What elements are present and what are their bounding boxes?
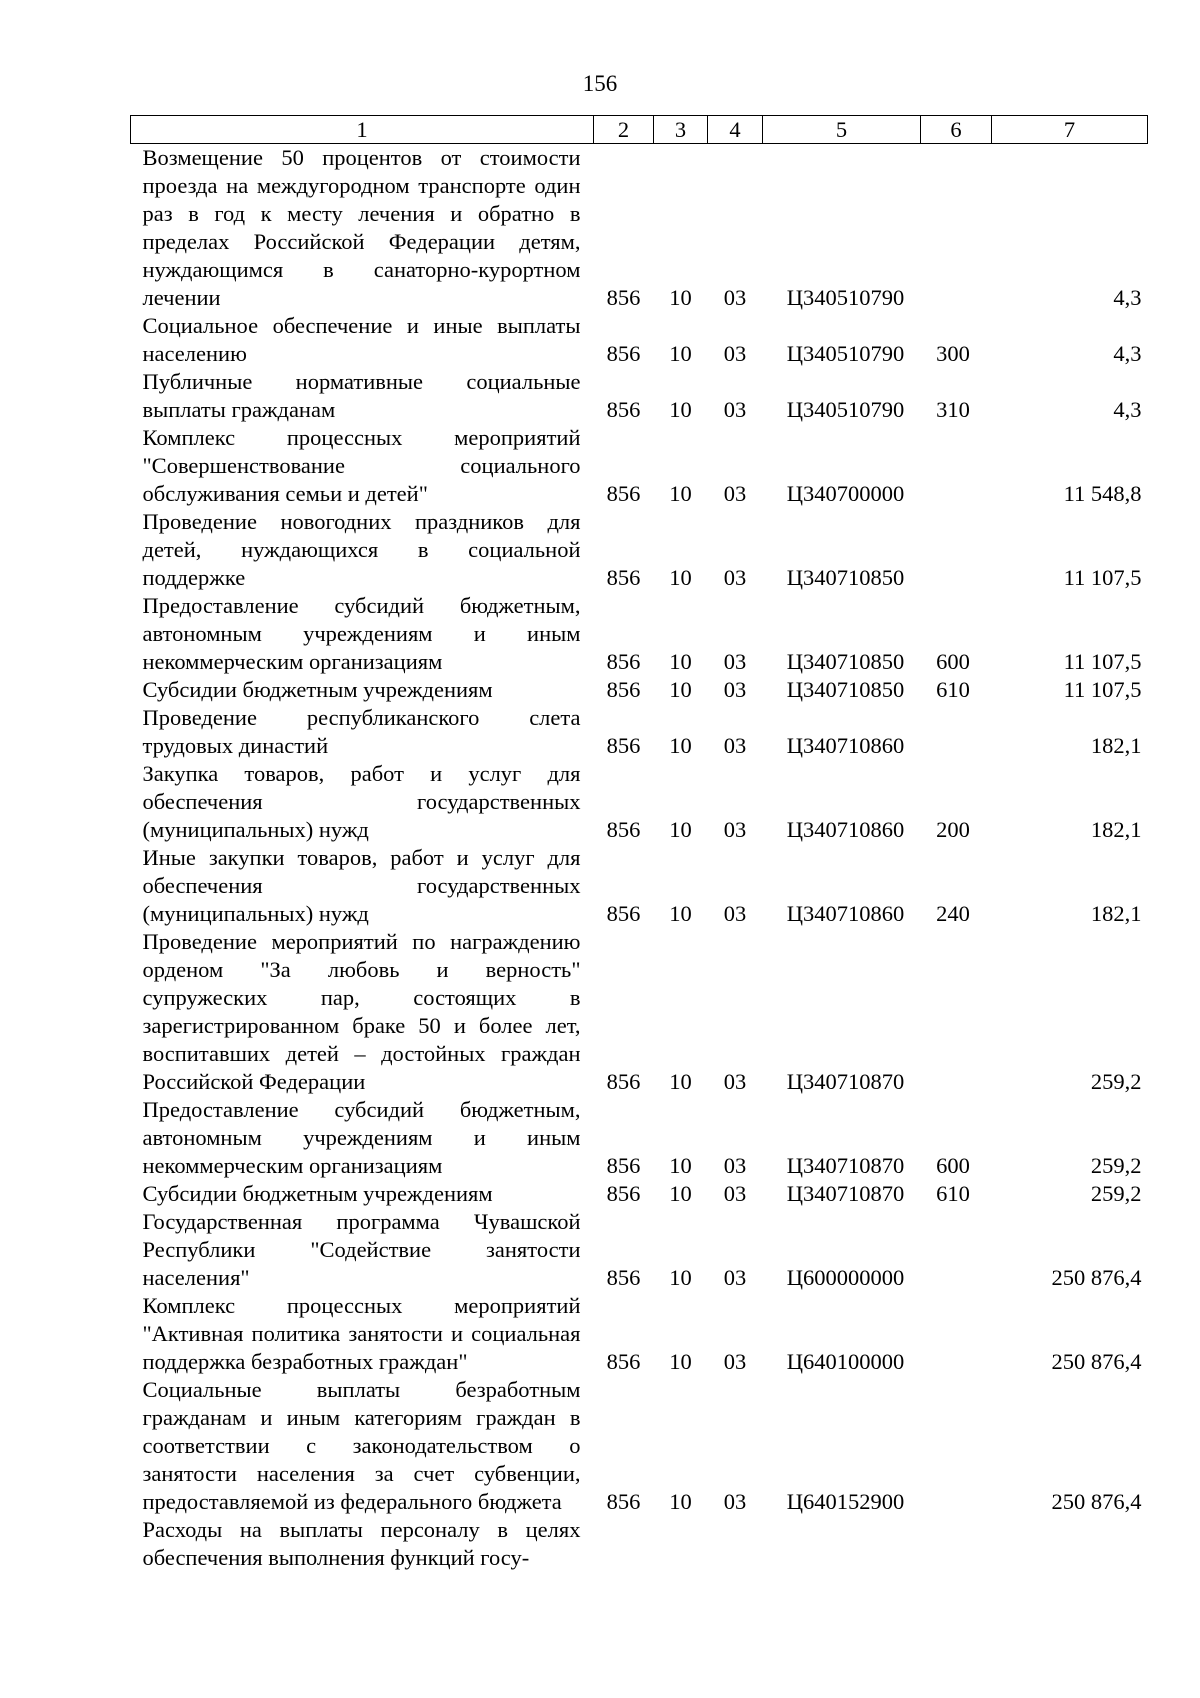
row-name: Возмещение 50 процентов от стоимости проезда на междугородном транспорте один раз в год к месту лечения и обратно в пределах Российской Федерации детям, нуждающимся в санаторно-курортном лечении <box>142 145 581 310</box>
table-row <box>131 1208 1148 1292</box>
row-amount: 4,3 <box>1113 285 1142 310</box>
row-expense-type-code <box>921 424 992 508</box>
table-body <box>131 144 1148 1573</box>
row-amount: 259,2 <box>1090 1069 1142 1094</box>
row-amount: 182,1 <box>1090 901 1142 926</box>
row-grbs-code: 856 <box>606 1069 641 1094</box>
table-row <box>131 508 1148 592</box>
table-row <box>131 1096 1148 1180</box>
row-name: Иные закупки товаров, работ и услуг для обеспечения государственных (муниципальных) нужд <box>142 845 581 926</box>
page-number: 156 <box>582 71 618 96</box>
row-grbs-code: 856 <box>606 1181 641 1206</box>
table-row <box>131 704 1148 760</box>
header-col-6: 6 <box>921 116 992 144</box>
row-name: Предоставление субсидий бюджетным, автономным учреждениям и иным некоммерческим организациям <box>142 593 581 674</box>
table-row <box>131 676 1148 704</box>
row-subsection-code: 03 <box>723 285 747 310</box>
row-grbs-code: 856 <box>606 817 641 842</box>
row-expense-type-code: 610 <box>936 1181 970 1206</box>
row-expense-type-code <box>921 1292 992 1376</box>
table-row <box>131 928 1148 1096</box>
row-subsection-code: 03 <box>723 901 747 926</box>
row-section-code: 10 <box>669 1181 692 1206</box>
row-expense-type-code: 300 <box>936 341 970 366</box>
row-amount: 182,1 <box>1090 733 1142 758</box>
row-section-code: 10 <box>669 1069 692 1094</box>
row-name: Комплекс процессных мероприятий "Активная политика занятости и социальная поддержка безработных граждан" <box>142 1293 581 1374</box>
row-expense-type-code <box>921 1208 992 1292</box>
row-target-article-code: Ц340510790 <box>786 341 905 366</box>
row-target-article-code: Ц340510790 <box>786 397 905 422</box>
table-row <box>131 844 1148 928</box>
row-target-article-code: Ц340710870 <box>786 1153 905 1178</box>
row-name: Публичные нормативные социальные выплаты гражданам <box>142 369 581 422</box>
row-grbs-code: 856 <box>606 1265 641 1290</box>
row-expense-type-code: 610 <box>936 677 970 702</box>
row-amount: 11 548,8 <box>1063 481 1142 506</box>
row-section-code: 10 <box>669 677 692 702</box>
row-target-article-code: Ц340710870 <box>786 1069 905 1094</box>
row-target-article-code: Ц340510790 <box>786 285 905 310</box>
header-col-1: 1 <box>131 116 594 144</box>
row-section-code: 10 <box>669 649 692 674</box>
row-amount <box>992 1516 1148 1572</box>
row-subsection-code: 03 <box>723 649 747 674</box>
row-subsection-code: 03 <box>723 1181 747 1206</box>
table-header <box>131 116 1148 144</box>
row-expense-type-code <box>921 928 992 1096</box>
header-col-5: 5 <box>763 116 921 144</box>
row-name: Проведение новогодних праздников для детей, нуждающихся в социальной поддержке <box>142 509 581 590</box>
row-grbs-code: 856 <box>606 341 641 366</box>
table-row <box>131 1292 1148 1376</box>
row-expense-type-code <box>921 704 992 760</box>
row-grbs-code: 856 <box>606 1489 641 1514</box>
row-subsection-code: 03 <box>723 1265 747 1290</box>
row-amount: 259,2 <box>1090 1153 1142 1178</box>
row-name: Закупка товаров, работ и услуг для обеспечения государственных (муниципальных) нужд <box>142 761 581 842</box>
row-subsection-code: 03 <box>723 397 747 422</box>
row-subsection-code: 03 <box>723 565 747 590</box>
row-section-code: 10 <box>669 1265 692 1290</box>
header-row <box>131 116 1148 144</box>
table-row <box>131 424 1148 508</box>
row-target-article-code <box>763 1516 921 1572</box>
row-target-article-code: Ц600000000 <box>786 1265 905 1290</box>
header-col-3: 3 <box>654 116 708 144</box>
row-amount: 182,1 <box>1090 817 1142 842</box>
row-target-article-code: Ц340710850 <box>786 677 905 702</box>
row-expense-type-code: 200 <box>936 817 970 842</box>
row-target-article-code: Ц340710850 <box>786 565 905 590</box>
row-subsection-code: 03 <box>723 817 747 842</box>
budget-table <box>130 115 1148 1572</box>
row-target-article-code: Ц340710860 <box>786 901 905 926</box>
row-name: Расходы на выплаты персоналу в целях обеспечения выполнения функций госу- <box>142 1517 581 1570</box>
row-amount: 11 107,5 <box>1063 565 1142 590</box>
row-name: Проведение мероприятий по награждению орденом "За любовь и верность" супружеских пар, состоящих в зарегистрированном браке 50 и более лет, воспитавших детей – достойных граждан Российской Федерации <box>142 929 581 1094</box>
table-row <box>131 144 1148 313</box>
row-subsection-code <box>708 1516 763 1572</box>
row-expense-type-code: 310 <box>936 397 970 422</box>
row-grbs-code: 856 <box>606 397 641 422</box>
row-section-code <box>654 1516 708 1572</box>
row-amount: 250 876,4 <box>1051 1489 1142 1514</box>
row-section-code: 10 <box>669 285 692 310</box>
row-grbs-code: 856 <box>606 677 641 702</box>
row-target-article-code: Ц640100000 <box>786 1349 905 1374</box>
row-grbs-code: 856 <box>606 481 641 506</box>
row-subsection-code: 03 <box>723 733 747 758</box>
row-amount: 11 107,5 <box>1063 677 1142 702</box>
row-grbs-code: 856 <box>606 901 641 926</box>
row-target-article-code: Ц640152900 <box>786 1489 905 1514</box>
row-amount: 4,3 <box>1113 397 1142 422</box>
header-col-4: 4 <box>708 116 763 144</box>
table-row <box>131 368 1148 424</box>
table-row <box>131 312 1148 368</box>
row-amount: 250 876,4 <box>1051 1265 1142 1290</box>
row-expense-type-code <box>921 144 992 313</box>
row-name: Комплекс процессных мероприятий "Совершенствование социального обслуживания семьи и детей" <box>142 425 581 506</box>
row-section-code: 10 <box>669 341 692 366</box>
table-row <box>131 1180 1148 1208</box>
row-target-article-code: Ц340710850 <box>786 649 905 674</box>
row-section-code: 10 <box>669 901 692 926</box>
header-col-2: 2 <box>594 116 654 144</box>
row-section-code: 10 <box>669 733 692 758</box>
row-grbs-code: 856 <box>606 733 641 758</box>
row-grbs-code: 856 <box>606 649 641 674</box>
table-row <box>131 1516 1148 1572</box>
row-subsection-code: 03 <box>723 1489 747 1514</box>
row-target-article-code: Ц340710860 <box>786 733 905 758</box>
row-subsection-code: 03 <box>723 1349 747 1374</box>
row-name: Государственная программа Чувашской Республики "Содействие занятости населения" <box>142 1209 581 1290</box>
row-section-code: 10 <box>669 1489 692 1514</box>
row-name: Предоставление субсидий бюджетным, автономным учреждениям и иным некоммерческим организациям <box>142 1097 581 1178</box>
row-target-article-code: Ц340710860 <box>786 817 905 842</box>
row-section-code: 10 <box>669 1349 692 1374</box>
row-expense-type-code <box>921 1516 992 1572</box>
row-name: Социальное обеспечение и иные выплаты населению <box>142 313 581 366</box>
row-grbs-code: 856 <box>606 285 641 310</box>
row-expense-type-code <box>921 508 992 592</box>
row-grbs-code: 856 <box>606 565 641 590</box>
row-amount: 11 107,5 <box>1063 649 1142 674</box>
row-grbs-code: 856 <box>606 1153 641 1178</box>
header-col-7: 7 <box>992 116 1148 144</box>
row-grbs-code: 856 <box>606 1349 641 1374</box>
row-amount: 259,2 <box>1090 1181 1142 1206</box>
row-expense-type-code <box>921 1376 992 1516</box>
row-target-article-code: Ц340700000 <box>786 481 905 506</box>
row-grbs-code <box>594 1516 654 1572</box>
row-expense-type-code: 240 <box>936 901 970 926</box>
row-amount: 250 876,4 <box>1051 1349 1142 1374</box>
row-section-code: 10 <box>669 481 692 506</box>
row-subsection-code: 03 <box>723 1069 747 1094</box>
row-amount: 4,3 <box>1113 341 1142 366</box>
row-subsection-code: 03 <box>723 341 747 366</box>
row-expense-type-code: 600 <box>936 1153 970 1178</box>
row-subsection-code: 03 <box>723 677 747 702</box>
row-expense-type-code: 600 <box>936 649 970 674</box>
table-row <box>131 1376 1148 1516</box>
row-subsection-code: 03 <box>723 1153 747 1178</box>
table-row <box>131 760 1148 844</box>
row-section-code: 10 <box>669 397 692 422</box>
row-subsection-code: 03 <box>723 481 747 506</box>
row-name: Проведение республиканского слета трудовых династий <box>142 705 581 758</box>
table-row <box>131 592 1148 676</box>
row-name: Социальные выплаты безработным гражданам и иным категориям граждан в соответствии с законодательством о занятости населения за счет субвенции, предоставляемой из федерального бюджета <box>142 1377 581 1514</box>
row-section-code: 10 <box>669 817 692 842</box>
row-section-code: 10 <box>669 1153 692 1178</box>
row-target-article-code: Ц340710870 <box>786 1181 905 1206</box>
row-name: Субсидии бюджетным учреждениям <box>142 677 493 702</box>
row-name: Субсидии бюджетным учреждениям <box>142 1181 493 1206</box>
row-section-code: 10 <box>669 565 692 590</box>
